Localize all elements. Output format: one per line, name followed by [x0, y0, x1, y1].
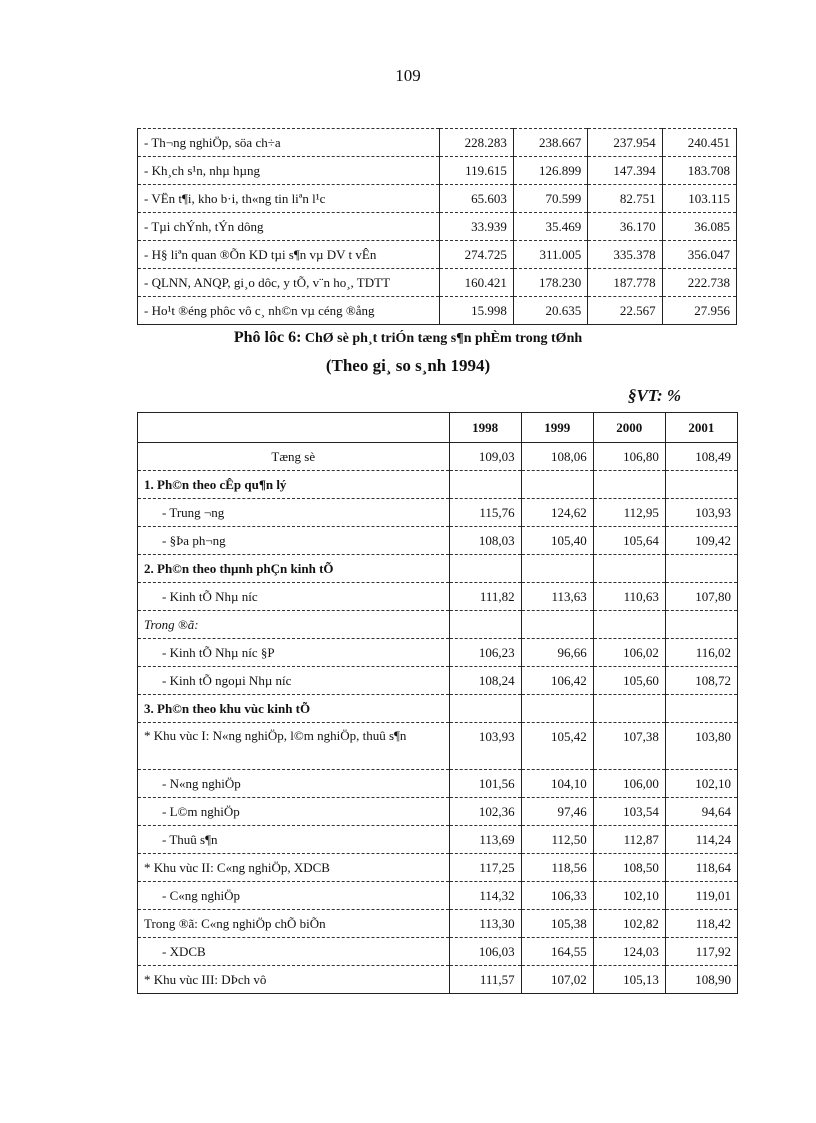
table-row — [138, 241, 737, 269]
value-cell: 103.115 — [662, 185, 736, 213]
table-row — [138, 723, 738, 770]
value-cell: 106,03 — [449, 938, 521, 966]
value-cell: 108,90 — [665, 966, 737, 994]
row-label: - Thuû s¶n — [138, 826, 450, 854]
value-cell: 20.635 — [513, 297, 587, 325]
value-cell: 114,24 — [665, 826, 737, 854]
value-cell: 240.451 — [662, 129, 736, 157]
value-cell: 106,23 — [449, 639, 521, 667]
value-cell — [593, 471, 665, 499]
value-cell: 108,49 — [665, 443, 737, 471]
value-cell: 222.738 — [662, 269, 736, 297]
row-label: - Kinh tÕ Nhµ níc §P — [138, 639, 450, 667]
row-label: - H§ liªn quan ®Õn KD tµi s¶n vµ DV t vÊn — [138, 241, 440, 269]
value-cell: 118,56 — [521, 854, 593, 882]
value-cell: 109,42 — [665, 527, 737, 555]
value-cell: 22.567 — [588, 297, 662, 325]
row-label: - Kh¸ch s¹n, nhµ hµng — [138, 157, 440, 185]
value-cell: 115,76 — [449, 499, 521, 527]
row-label: - XDCB — [138, 938, 450, 966]
value-cell: 33.939 — [439, 213, 513, 241]
value-cell: 36.085 — [662, 213, 736, 241]
value-cell: 112,50 — [521, 826, 593, 854]
table-row — [138, 667, 738, 695]
value-cell — [665, 471, 737, 499]
row-label: - Kinh tÕ Nhµ níc — [138, 583, 450, 611]
table-row — [138, 443, 738, 471]
table-row — [138, 639, 738, 667]
value-cell — [665, 555, 737, 583]
table-row — [138, 527, 738, 555]
value-cell: 108,72 — [665, 667, 737, 695]
row-label: - C«ng nghiÖp — [138, 882, 450, 910]
table-row — [138, 966, 738, 994]
appendix-subtitle: (Theo gi¸ so s¸nh 1994) — [325, 356, 491, 375]
value-cell — [593, 695, 665, 723]
value-cell: 119,01 — [665, 882, 737, 910]
value-cell — [593, 611, 665, 639]
value-cell: 238.667 — [513, 129, 587, 157]
table-row — [138, 297, 737, 325]
value-cell: 107,80 — [665, 583, 737, 611]
year-header: 1999 — [521, 413, 593, 443]
row-label: - QLNN, ANQP, gi¸o dôc, y tÕ, v¨n ho¸, TDTT — [138, 269, 440, 297]
table-row — [138, 695, 738, 723]
value-cell: 103,54 — [593, 798, 665, 826]
year-header: 1998 — [449, 413, 521, 443]
row-label: - Tµi chÝnh, tÝn dông — [138, 213, 440, 241]
value-cell: 274.725 — [439, 241, 513, 269]
value-cell: 113,30 — [449, 910, 521, 938]
value-cell — [665, 611, 737, 639]
value-cell — [449, 555, 521, 583]
table-row — [138, 798, 738, 826]
row-label: * Khu vùc I: N«ng nghiÖp, l©m nghiÖp, thuû s¶n — [138, 723, 450, 770]
row-label: 1. Ph©n theo cÊp qu¶n lý — [138, 471, 450, 499]
value-cell: 124,03 — [593, 938, 665, 966]
value-cell: 109,03 — [449, 443, 521, 471]
row-label: - Kinh tÕ ngoµi Nhµ níc — [138, 667, 450, 695]
value-cell: 97,46 — [521, 798, 593, 826]
value-cell: 102,10 — [593, 882, 665, 910]
value-cell: 105,64 — [593, 527, 665, 555]
value-cell: 106,00 — [593, 770, 665, 798]
value-cell: 105,40 — [521, 527, 593, 555]
value-cell: 113,69 — [449, 826, 521, 854]
table-row — [138, 910, 738, 938]
value-cell — [449, 471, 521, 499]
value-cell: 335.378 — [588, 241, 662, 269]
top-table — [137, 128, 737, 325]
value-cell: 147.394 — [588, 157, 662, 185]
table-row — [138, 269, 737, 297]
value-cell: 124,62 — [521, 499, 593, 527]
table-row — [138, 555, 738, 583]
value-cell: 237.954 — [588, 129, 662, 157]
value-cell: 108,03 — [449, 527, 521, 555]
unit-label: §VT: % — [628, 386, 682, 405]
value-cell: 160.421 — [439, 269, 513, 297]
value-cell: 187.778 — [588, 269, 662, 297]
value-cell: 164,55 — [521, 938, 593, 966]
value-cell: 112,95 — [593, 499, 665, 527]
value-cell: 108,24 — [449, 667, 521, 695]
table-row — [138, 826, 738, 854]
row-label: - N«ng nghiÖp — [138, 770, 450, 798]
row-label: 3. Ph©n theo khu vùc kinh tÕ — [138, 695, 450, 723]
value-cell: 104,10 — [521, 770, 593, 798]
value-cell: 103,93 — [449, 723, 521, 770]
value-cell: 70.599 — [513, 185, 587, 213]
value-cell: 15.998 — [439, 297, 513, 325]
value-cell: 105,38 — [521, 910, 593, 938]
value-cell: 107,38 — [593, 723, 665, 770]
value-cell: 106,02 — [593, 639, 665, 667]
value-cell: 106,33 — [521, 882, 593, 910]
value-cell: 111,57 — [449, 966, 521, 994]
value-cell — [521, 471, 593, 499]
value-cell: 106,42 — [521, 667, 593, 695]
appendix-title — [0, 329, 816, 347]
table-row — [138, 499, 738, 527]
row-label: - VËn t¶i, kho b·i, th«ng tin liªn l¹c — [138, 185, 440, 213]
table-row — [138, 770, 738, 798]
value-cell: 96,66 — [521, 639, 593, 667]
value-cell: 183.708 — [662, 157, 736, 185]
value-cell: 126.899 — [513, 157, 587, 185]
table-row — [138, 611, 738, 639]
row-label: - Ho¹t ®éng phôc vô c¸ nh©n vµ céng ®ång — [138, 297, 440, 325]
value-cell: 102,82 — [593, 910, 665, 938]
value-cell — [593, 555, 665, 583]
table-row — [138, 938, 738, 966]
value-cell — [521, 695, 593, 723]
row-label: Trong ®ã: C«ng nghiÖp chÕ biÕn — [138, 910, 450, 938]
value-cell: 105,42 — [521, 723, 593, 770]
value-cell: 110,63 — [593, 583, 665, 611]
appendix-title-text: ChØ sè ph¸t triÓn tæng s¶n phÈm trong tØnh — [304, 331, 583, 346]
value-cell: 36.170 — [588, 213, 662, 241]
value-cell: 94,64 — [665, 798, 737, 826]
row-label: - §Þa ph¬ng — [138, 527, 450, 555]
value-cell: 105,13 — [593, 966, 665, 994]
row-label: 2. Ph©n theo thµnh phÇn kinh tÕ — [138, 555, 450, 583]
value-cell: 102,10 — [665, 770, 737, 798]
value-cell: 102,36 — [449, 798, 521, 826]
value-cell: 108,06 — [521, 443, 593, 471]
value-cell — [665, 695, 737, 723]
value-cell — [449, 695, 521, 723]
value-cell: 111,82 — [449, 583, 521, 611]
row-label: * Khu vùc II: C«ng nghiÖp, XDCB — [138, 854, 450, 882]
value-cell: 103,80 — [665, 723, 737, 770]
value-cell — [521, 611, 593, 639]
header-empty-cell — [138, 413, 450, 443]
value-cell: 105,60 — [593, 667, 665, 695]
table-row — [138, 129, 737, 157]
value-cell: 114,32 — [449, 882, 521, 910]
value-cell: 27.956 — [662, 297, 736, 325]
value-cell — [521, 555, 593, 583]
value-cell: 108,50 — [593, 854, 665, 882]
value-cell: 35.469 — [513, 213, 587, 241]
row-label: Trong ®ã: — [138, 611, 450, 639]
value-cell: 103,93 — [665, 499, 737, 527]
table-row — [138, 185, 737, 213]
growth-index-table — [137, 412, 738, 994]
appendix-lead: Phô lôc 6: — [233, 329, 302, 346]
table-header-row — [138, 413, 738, 443]
value-cell: 82.751 — [588, 185, 662, 213]
value-cell: 101,56 — [449, 770, 521, 798]
table-row — [138, 583, 738, 611]
value-cell: 118,64 — [665, 854, 737, 882]
page-number: 109 — [395, 66, 421, 85]
table-row — [138, 882, 738, 910]
value-cell: 118,42 — [665, 910, 737, 938]
value-cell — [449, 611, 521, 639]
table-row — [138, 471, 738, 499]
table-row — [138, 213, 737, 241]
value-cell: 117,92 — [665, 938, 737, 966]
row-label: - Th¬ng nghiÖp, söa ch÷a — [138, 129, 440, 157]
row-label: - L©m nghiÖp — [138, 798, 450, 826]
value-cell: 113,63 — [521, 583, 593, 611]
year-header: 2000 — [593, 413, 665, 443]
value-cell: 116,02 — [665, 639, 737, 667]
value-cell: 228.283 — [439, 129, 513, 157]
row-label: - Trung ¬ng — [138, 499, 450, 527]
value-cell: 117,25 — [449, 854, 521, 882]
table-row — [138, 854, 738, 882]
value-cell: 112,87 — [593, 826, 665, 854]
row-label: Tæng sè — [138, 443, 450, 471]
value-cell: 107,02 — [521, 966, 593, 994]
table-row — [138, 157, 737, 185]
row-label: * Khu vùc III: DÞch vô — [138, 966, 450, 994]
year-header: 2001 — [665, 413, 737, 443]
value-cell: 356.047 — [662, 241, 736, 269]
value-cell: 106,80 — [593, 443, 665, 471]
value-cell: 119.615 — [439, 157, 513, 185]
value-cell: 311.005 — [513, 241, 587, 269]
value-cell: 65.603 — [439, 185, 513, 213]
value-cell: 178.230 — [513, 269, 587, 297]
